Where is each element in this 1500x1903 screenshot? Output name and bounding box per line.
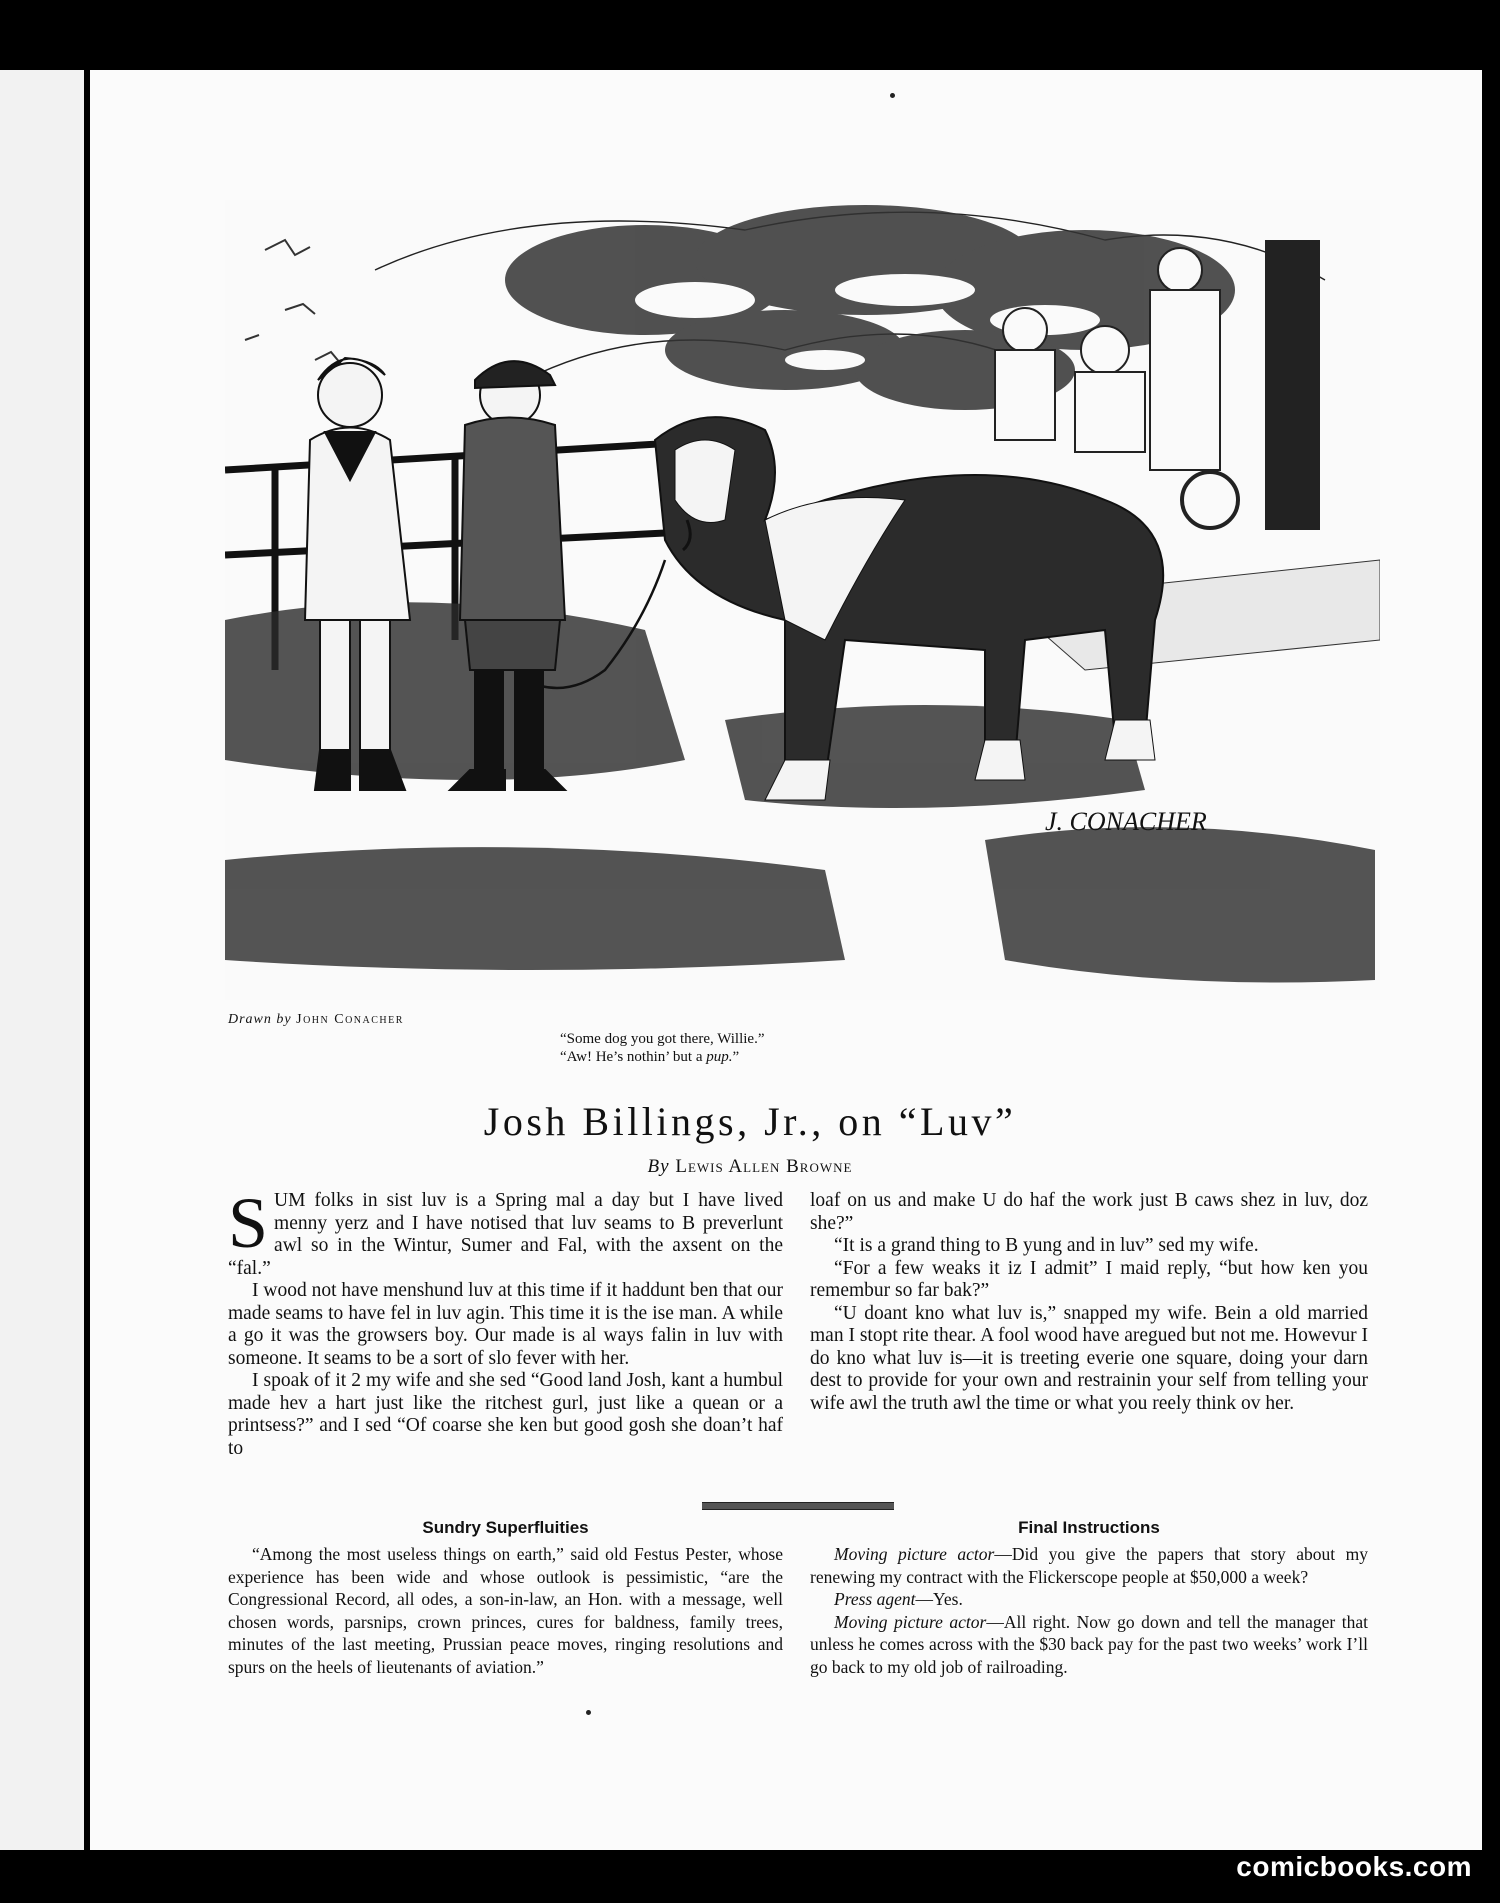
artist-signature: J. CONACHER <box>1045 807 1207 836</box>
article-column-right <box>810 1190 1368 1415</box>
dialogue-line: Moving picture actor—Did you give the papers that story about my renewing my contract with the Flickerscope people at $50,000 a week? <box>810 1544 1368 1587</box>
paragraph: I wood not have menshund luv at this time if it haddunt ben that our made seams to have fel in luv agin. This time it is the ise man. A while a go it was the growsers boy. Our made is al ways falin in luv with someone. It seams to be a sort of slo fever with her. <box>228 1280 783 1369</box>
final-heading: Final Instructions <box>1018 1518 1160 1537</box>
scan-border <box>1482 70 1500 1850</box>
dialogue-line: Press agent—Yes. <box>834 1589 963 1609</box>
sundry-heading: Sundry Superfluities <box>422 1518 589 1537</box>
caption-line-1: “Some dog you got there, Willie.” <box>560 1031 765 1047</box>
illustration-credit <box>228 1012 404 1028</box>
illustration-caption <box>560 1030 980 1066</box>
article-title: Josh Billings, Jr., on “Luv” <box>483 1099 1017 1144</box>
drop-cap: S <box>228 1183 269 1263</box>
paragraph: SUM folks in sist luv is a Spring mal a day but I have lived menny yerz and I have notised that luv seams to B preverlunt awl so in the Wintur, Sumer and Fal, with the axsent on the “fal.” <box>228 1183 783 1279</box>
paragraph: “For a few weaks it iz I admit” I maid reply, “but how ken you remembur so far bak?” <box>810 1257 1368 1301</box>
byline-author: Lewis Allen Browne <box>675 1156 853 1177</box>
caption-line-2: “Aw! He’s nothin’ but a pup.” <box>560 1049 740 1065</box>
final-text <box>810 1543 1368 1678</box>
sundry-text <box>228 1543 783 1678</box>
article-column-left <box>228 1183 783 1460</box>
paragraph: “It is a grand thing to B yung and in luv” sed my wife. <box>834 1235 1259 1256</box>
page-mark <box>586 1710 591 1715</box>
byline-by: By <box>647 1156 670 1177</box>
paragraph: “Among the most useless things on earth,” said old Festus Pester, whose experience has been wide and whose outlook is pessimistic, “are the Congressional Record, all odes, a son-in-law, an Hon. with a message, well chosen words, parsnips, crown princes, cures for baldness, family trees, minutes of the last meeting, Prussian peace moves, ringing resolutions and spurs on the heels of lieutenants of aviation.” <box>228 1544 783 1677</box>
site-watermark: comicbooks.com <box>1236 1851 1472 1882</box>
credit-name: John Conacher <box>296 1012 404 1027</box>
page-mark <box>890 93 895 98</box>
credit-prefix: Drawn by <box>228 1012 292 1027</box>
illustration-boys-and-dog <box>225 200 1380 1000</box>
paragraph: “U doant kno what luv is,” snapped my wife. Bein a old married man I stopt rite thear. A fool wood have aregued but not me. Howevur I do kno what luv is—it is treeting everie one square, doing your darn dest to provide for your own and restrainin your self from telling your wife awl the truth awl the time or what you reely think ov her. <box>810 1302 1368 1414</box>
dialogue-line: Moving picture actor—All right. Now go down and tell the manager that unless he comes across with the $30 back pay for the past two weeks’ work I’ll go back to my old job of railroading. <box>810 1611 1369 1677</box>
section-divider <box>702 1502 894 1510</box>
adjacent-page-edge <box>0 70 86 1850</box>
paragraph: I spoak of it 2 my wife and she sed “Good land Josh, kant a humbul made hev a hart just like the ritchest gurl, just like a quean or a printsess?” and I sed “Of coarse she ken but good gosh she doan’t haf to <box>228 1370 783 1459</box>
article-byline <box>200 1156 1300 1178</box>
paragraph: loaf on us and make U do haf the work just B caws shez in luv, doz she?” <box>810 1190 1368 1234</box>
